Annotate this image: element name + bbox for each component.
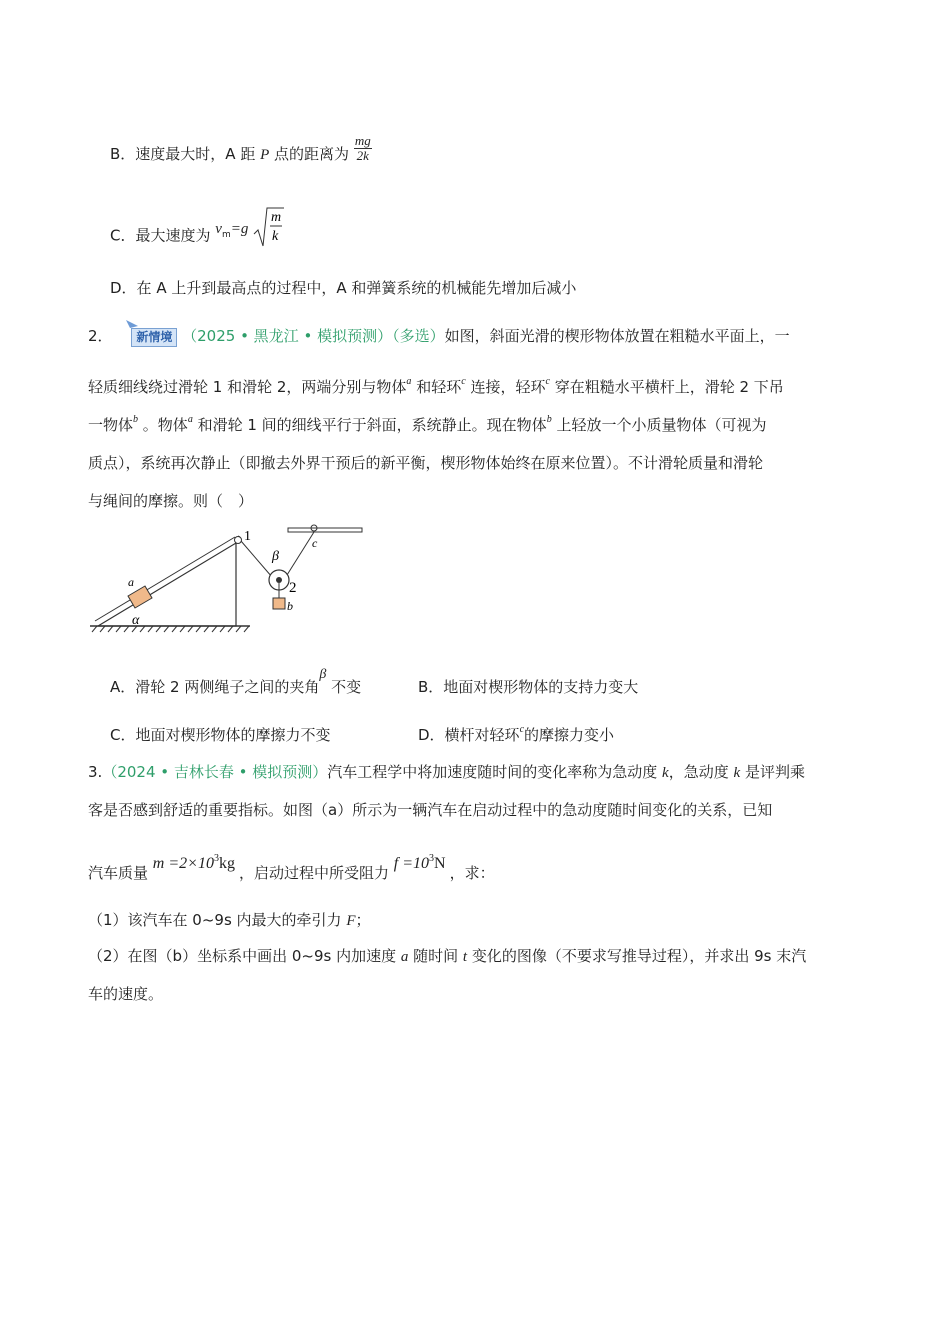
q3-line1: 3.（2024 • 吉林长春 • 模拟预测）汽车工程学中将加速度随时间的变化率称为急动度 k，急动度 k 是评判乘 [88,763,805,781]
q3-line2: 客是否感到舒适的重要指标。如图（a）所示为一辆汽车在启动过程中的急动度随时间变化的关系，已知 [88,801,773,819]
flag-icon [126,320,138,332]
svg-text:m: m [271,210,282,225]
q3-line3: 汽车质量 $m =2\times 10^3kg$ ，启动过程中所受阻力 $f =10^3N$ ，求： [88,853,495,882]
option-c: C．最大速度为 $v^m=g$ m k [110,214,285,258]
q3-sub2: （2）在图（b）坐标系中画出 0~9s 内加速度 a 随时间 t 变化的图像（不要求写推导过程），并求出 9s 末汽 [88,947,807,965]
svg-text:α: α [132,613,140,628]
q3-sub1: （1）该汽车在 0~9s 内最大的牵引力 F； [88,911,371,929]
new-context-badge: 新情境 [131,328,177,347]
q2-line1: 2． 新情境 （2025 • 黑龙江 • 模拟预测）（多选）如图，斜面光滑的楔形物体放置在粗糙水平面上，一 [88,326,790,347]
svg-text:c: c [312,536,318,550]
q2-option-d: D．横杆对轻环$^c$的摩擦力变小 [418,724,615,744]
q2-option-a: A．滑轮 2 两侧绳子之间的夹角β 不变 [110,667,362,696]
q3-sub2-cont: 车的速度。 [88,985,164,1003]
sqrt-symbol [253,204,285,248]
option-d: D．在 A 上升到最高点的过程中，A 和弹簧系统的机械能先增加后减小 [110,279,577,297]
svg-text:b: b [287,599,293,613]
q2-option-c: C．地面对楔形物体的摩擦力不变 [110,726,331,744]
q2-line4: 质点），系统再次静止（即撤去外界干预后的新平衡，楔形物体始终在原来位置）。不计滑轮质量和滑轮 [88,454,764,472]
svg-text:β: β [272,549,279,564]
svg-text:2: 2 [289,580,297,596]
q2-line5: 与绳间的摩擦。则（ ） [88,492,254,510]
svg-text:1: 1 [244,529,251,544]
q2-option-b: B．地面对楔形物体的支持力变大 [418,678,639,696]
q2-line2: 轻质细线绕过滑轮 1 和滑轮 2，两端分别与物体$^a$ 和轻环$^c$ 连接，轻环$^c$ 穿在粗糙水平横杆上，滑轮 2 下吊 [88,376,784,396]
fraction-mg-2k: $\frac{mg}{2k}$ [354,133,371,163]
svg-text:a: a [128,575,134,589]
wedge-pulley-figure [88,520,368,640]
svg-text:k: k [272,229,279,244]
q2-line3: 一物体$^b$ 。物体$^a$ 和滑轮 1 间的细线平行于斜面，系统静止。现在物体$^b$ 上轻放一个小质量物体（可视为 [88,414,767,434]
option-b: B．速度最大时，A 距 P 点的距离为 $\frac{mg}{2k}$ [110,133,371,163]
